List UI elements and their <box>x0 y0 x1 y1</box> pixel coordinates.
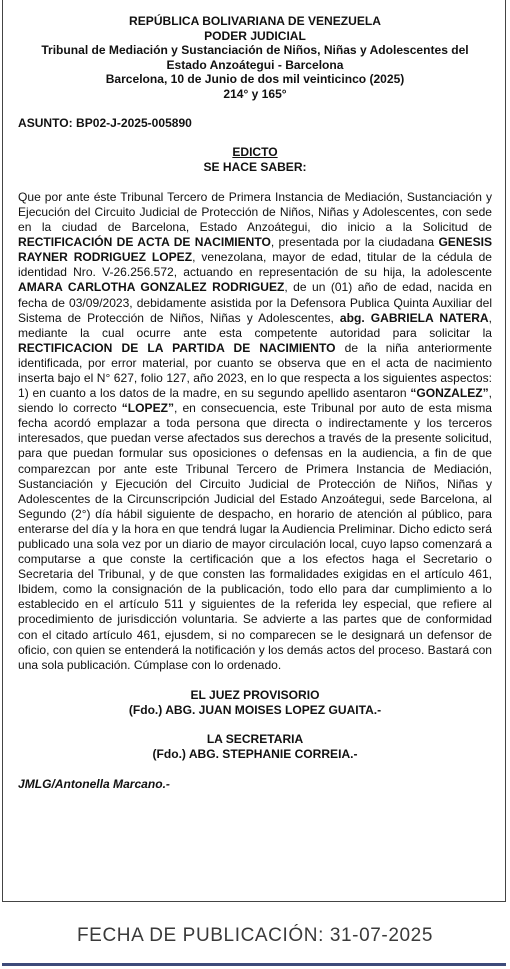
judge-signature <box>18 688 492 718</box>
edict-box <box>2 0 506 902</box>
footer-divider <box>2 963 506 966</box>
body-text-1: Que por ante éste Tribunal Tercero de Primera Instancia de Mediación, Sustanciación y Ejecución del Circuito Judicial de Protección de Niños, Niñas y Adolescentes, con sede en la ciudad de Barcelona, Estado Anzoátegui, dio inicio a la Solicitud de <box>18 189 492 235</box>
body-bold-1: RECTIFICACIÓN DE ACTA DE NACIMIENTO <box>18 235 271 250</box>
publication-date: FECHA DE PUBLICACIÓN: 31-07-2025 <box>76 925 434 946</box>
edict-title: EDICTO <box>232 144 278 159</box>
body-text-6: de la niña anteriormente identificada, por error material, por cuanto se observa que en el acta de nacimiento inserta bajo el N° 627, folio 127, año 2023, en lo que respecta a los siguientes aspectos: 1) en cuanto a los datos de la madre, en su segundo apellido asentaron <box>18 340 492 401</box>
body-text-3: , venezolana, mayor de edad, titular de la cédula de identidad Nro. V-26.256.572, actuando en representación de su hija, la adolescente <box>18 250 493 280</box>
body-bold-3: AMARA CARLOTHA GONZALEZ RODRIGUEZ <box>18 280 285 295</box>
secretary-name: (Fdo.) ABG. STEPHANIE CORREIA.- <box>152 747 358 762</box>
body-bold-7: “LOPEZ” <box>121 401 174 416</box>
body-text-4: , de un (01) año de edad, nacida en fecha de 03/09/2023, debidamente asistida por la Defensora Publica Quinta Auxiliar del Sistema de Protección de Niños, Niñas y Adolescentes, <box>18 280 492 325</box>
header-court: Tribunal de Mediación y Sustanciación de Niños, Niñas y Adolescentes del <box>41 43 469 58</box>
header-date: Barcelona, 10 de Junio de dos mil veinticinco (2025) <box>105 72 405 87</box>
secretary-signature <box>18 732 492 762</box>
initials: JMLG/Antonella Marcano.- <box>18 777 170 792</box>
case-number: ASUNTO: BP02-J-2025-005890 <box>18 115 192 130</box>
judge-name: (Fdo.) ABG. JUAN MOISES LOPEZ GUAITA.- <box>128 702 382 717</box>
body-bold-5: RECTIFICACION DE LA PARTIDA DE NACIMIENTO <box>18 340 336 355</box>
header-state: Estado Anzoátegui - Barcelona <box>166 57 344 72</box>
body-bold-4: abg. GABRIELA NATERA <box>339 310 489 325</box>
secretary-title: LA SECRETARIA <box>206 732 304 747</box>
header-branch: PODER JUDICIAL <box>204 28 306 43</box>
judge-title: EL JUEZ PROVISORIO <box>190 687 320 702</box>
document-header <box>18 14 492 102</box>
body-text-7: , siendo lo correcto <box>18 386 492 416</box>
body-text-8: , en consecuencia, este Tribunal por auto de esta misma fecha acordó emplazar a toda persona que directa o indirectamente y los terceros interesados, que puedan verse afectados sus derechos a través de la presente solicitud, para que puedan formular sus oposiciones o defensas en la audiencia, a fin de que comparezcan por ante este Tribunal Tercero de Primera Instancia de Mediación, Sustanciación y Ejecución del Circuito Judicial de Protección de Niños, Niñas y Adolescentes de la Circunscripción Judicial del Estado Anzoátegui, sede Barcelona, al Segundo (2°) día hábil siguiente de despacho, en horario de atención al público, para enterarse del día y la hora en que tendrá lugar la Audiencia Preliminar. Dicho edicto será publicado una sola vez por un diario de mayor circulación local, cuyo lapso comenzará a computarse a que conste la certificación que a los efectos haga el Secretario o Secretaria del Tribunal, y de que consten las formalidades exigidas en el artículo 461, Ibidem, como la consignación de la publicación, todo ello para dar cumplimiento a lo establecido en el artículo 511 y siguientes de la referida ley especial, que refiere al procedimiento de jurisdicción voluntaria. Se advierte a las partes que de conformidad con el citado artículo 461, ejusdem, si no comparecen se le designará un defensor de oficio, con quien se entenderá la notificación y los demás actos del proceso. Bastará con una sola publicación. Cúmplase con lo ordenado. <box>18 401 493 672</box>
header-country: REPÚBLICA BOLIVARIANA DE VENEZUELA <box>129 14 381 28</box>
body-text-2: , presentada por la ciudadana <box>270 235 439 250</box>
body-bold-6: “GONZALEZ” <box>410 386 489 401</box>
body-text-5: , mediante la cual ocurre ante esta competente autoridad para solicitar la <box>18 310 492 340</box>
edict-heading <box>18 145 492 175</box>
edict-body <box>18 190 492 673</box>
edict-subtitle: SE HACE SABER: <box>203 159 307 174</box>
body-bold-2: GENESIS RAYNER RODRIGUEZ LOPEZ <box>18 235 492 265</box>
header-years: 214° y 165° <box>223 86 287 101</box>
